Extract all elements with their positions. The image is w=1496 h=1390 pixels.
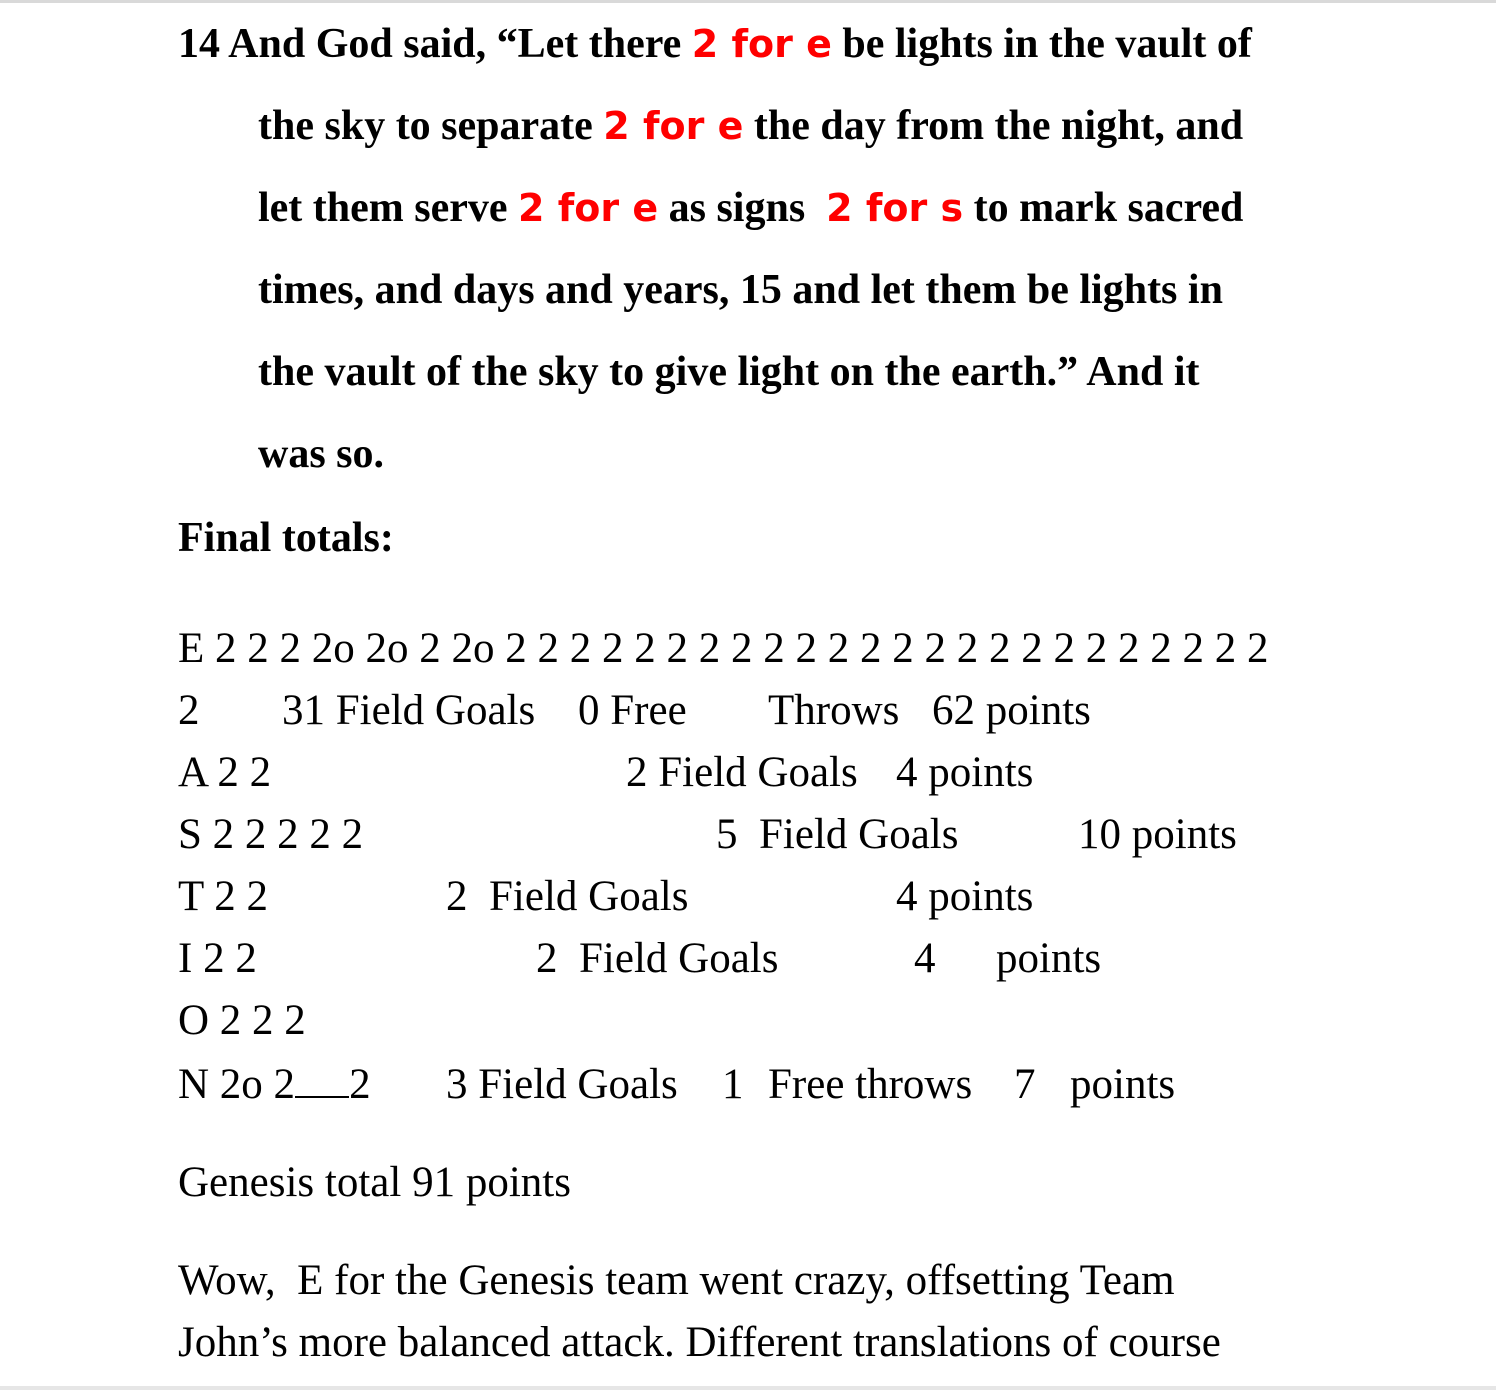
verse-text: the sky to separate	[258, 103, 604, 149]
red-annotation: 2 for e	[603, 104, 744, 148]
verse-line-2	[258, 102, 1243, 150]
n-field-goals: 3 Field Goals	[446, 1061, 678, 1108]
red-annotation: 2 for s	[826, 186, 964, 230]
bottom-border	[0, 1386, 1496, 1390]
s-field-goals: 5 Field Goals	[716, 811, 959, 858]
e-free: 0 Free	[578, 687, 687, 734]
t-points: 4 points	[896, 873, 1034, 920]
e-throws: Throws	[768, 687, 900, 734]
verse-text: as signs	[658, 185, 827, 231]
verse-line-5: the vault of the sky to give light on the earth.” And it	[258, 349, 1200, 395]
n-free-throws: Free throws	[768, 1061, 973, 1108]
genesis-total: Genesis total 91 points	[178, 1159, 571, 1206]
i-points: points	[996, 935, 1102, 982]
e-count: 2	[178, 687, 200, 734]
n-points-number: 7	[1014, 1061, 1036, 1108]
blank-underline	[295, 1060, 349, 1098]
red-annotation: 2 for e	[691, 22, 832, 66]
o-letters: O 2 2 2	[178, 997, 306, 1044]
e-points: 62 points	[932, 687, 1091, 734]
n-letters	[178, 1060, 371, 1109]
top-border	[0, 0, 1496, 3]
n-free-throw-number: 1	[722, 1061, 744, 1108]
e-letter-line: E 2 2 2 2o 2o 2 2o 2 2 2 2 2 2 2 2 2 2 2 2 2 2 2 2 2 2 2 2 2 2 2 2	[178, 625, 1269, 672]
a-letters: A 2 2	[178, 749, 272, 796]
a-points: 4 points	[896, 749, 1034, 796]
paragraph-line-2: John’s more balanced attack. Different translations of course	[178, 1319, 1221, 1366]
i-field-goals: 2 Field Goals	[536, 935, 779, 982]
n-letters-a: N 2o 2	[178, 1061, 296, 1108]
n-letters-b: 2	[349, 1061, 371, 1108]
s-points: 10 points	[1078, 811, 1237, 858]
verse-line-4: times, and days and years, 15 and let them be lights in	[258, 267, 1223, 313]
verse-text: the day from the night, and	[743, 103, 1244, 149]
e-field-goals: 31 Field Goals	[282, 687, 536, 734]
verse-line-6: was so.	[258, 431, 385, 477]
verse-text: to mark sacred	[963, 185, 1244, 231]
i-letters: I 2 2	[178, 935, 257, 982]
a-field-goals: 2 Field Goals	[626, 749, 858, 796]
verse-line-1	[178, 20, 1252, 68]
i-points-number: 4	[914, 935, 936, 982]
verse-text: let them serve	[258, 185, 519, 231]
verse-line-3	[258, 184, 1243, 232]
s-letters: S 2 2 2 2 2	[178, 811, 364, 858]
verse-text: be lights in the vault of	[831, 21, 1252, 67]
t-field-goals: 2 Field Goals	[446, 873, 689, 920]
paragraph-line-1: Wow, E for the Genesis team went crazy, offsetting Team	[178, 1257, 1175, 1304]
n-points: points	[1070, 1061, 1176, 1108]
red-annotation: 2 for e	[518, 186, 659, 230]
final-totals-heading: Final totals:	[178, 515, 394, 561]
verse-text: 14 And God said, “Let there	[178, 21, 692, 67]
t-letters: T 2 2	[178, 873, 268, 920]
